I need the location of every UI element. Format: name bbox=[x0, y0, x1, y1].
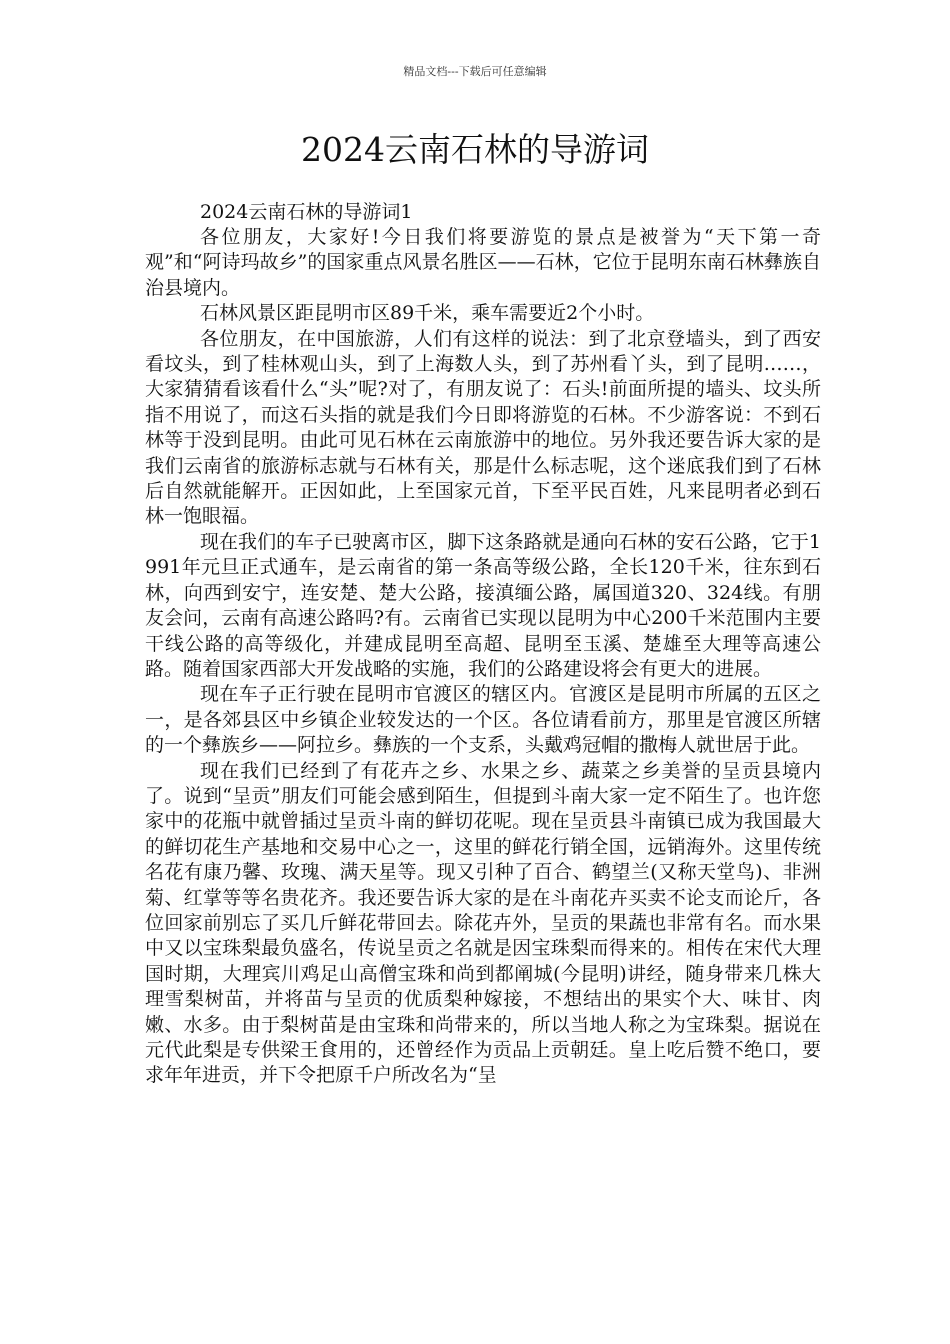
page-header-note: 精品文档---下载后可任意编辑 bbox=[403, 65, 547, 78]
paragraph-5: 现在车子正行驶在昆明市官渡区的辖区内。官渡区是昆明市所属的五区之一，是各郊县区中乡镇企业较发达的一个区。各位请看前方，那里是官渡区所辖的一个彝族乡——阿拉乡。彝族的一个支系，头戴鸡冠帽的撒梅人就世居于此。 bbox=[145, 683, 821, 757]
paragraph-2: 石林风景区距昆明市区89千米，乘车需要近2个小时。 bbox=[200, 302, 655, 325]
paragraph-6: 现在我们已经到了有花卉之乡、水果之乡、蔬菜之乡美誉的呈贡县境内了。说到“呈贡”朋友们可能会感到陌生，但提到斗南大家一定不陌生了。也许您家中的花瓶中就曾插过呈贡斗南的鲜切花呢。现在呈贡县斗南镇已成为我国最大的鲜切花生产基地和交易中心之一，这里的鲜花行销全国，远销海外。这里传统名花有康乃馨、玫瑰、满天星等。现又引种了百合、鹤望兰(又称天堂鸟)、非洲菊、红掌等等名贵花齐。我还要告诉大家的是在斗南花卉买卖不论支而论斤，各位回家前别忘了买几斤鲜花带回去。除花卉外，呈贡的果蔬也非常有名。而水果中又以宝珠梨最负盛名，传说呈贡之名就是因宝珠梨而得来的。相传在宋代大理国时期，大理宾川鸡足山高僧宝珠和尚到都阐城(今昆明)讲经，随身带来几株大理雪梨树苗，并将苗与呈贡的优质梨种嫁接，不想结出的果实个大、味甘、肉嫩、水多。由于梨树苗是由宝珠和尚带来的，所以当地人称之为宝珠梨。据说在元代此梨是专供梁王食用的，还曾经作为贡品上贡朝廷。皇上吃后赞不绝口，要求年年进贡，并下令把原千户所改名为“呈 bbox=[145, 759, 821, 1087]
paragraph-4: 现在我们的车子已驶离市区，脚下这条路就是通向石林的安石公路，它于1991年元旦正式通车，是云南省的第一条高等级公路，全长120千米，往东到石林，向西到安宁，连安楚、楚大公路，接滇缅公路，属国道320、324线。有朋友会问，云南有高速公路吗?有。云南省已实现以昆明为中心200千米范围内主要干线公路的高等级化，并建成昆明至高超、昆明至玉溪、楚雄至大理等高速公路。随着国家西部大开发战略的实施，我们的公路建设将会有更大的进展。 bbox=[145, 530, 821, 680]
document-subtitle: 2024云南石林的导游词1 bbox=[200, 201, 413, 223]
document-title: 2024云南石林的导游词 bbox=[301, 130, 649, 169]
paragraph-3: 各位朋友，在中国旅游，人们有这样的说法：到了北京登墙头，到了西安看坟头，到了桂林观山头，到了上海数人头，到了苏州看丫头，到了昆明……，大家猜猜看该看什么“头”呢?对了，有朋友说了：石头!前面所提的墙头、坟头所指不用说了，而这石头指的就是我们今日即将游览的石林。不少游客说：不到石林等于没到昆明。由此可见石林在云南旅游中的地位。另外我还要告诉大家的是我们云南省的旅游标志就与石林有关，那是什么标志呢，这个迷底我们到了石林后自然就能解开。正因如此，上至国家元首，下至平民百姓，凡来昆明者必到石林一饱眼福。 bbox=[145, 327, 821, 528]
paragraph-1: 各位朋友，大家好!今日我们将要游览的景点是被誉为“天下第一奇观”和“阿诗玛故乡”的国家重点风景名胜区——石林，它位于昆明东南石林彝族自治县境内。 bbox=[145, 226, 821, 299]
document-body bbox=[145, 200, 821, 1089]
